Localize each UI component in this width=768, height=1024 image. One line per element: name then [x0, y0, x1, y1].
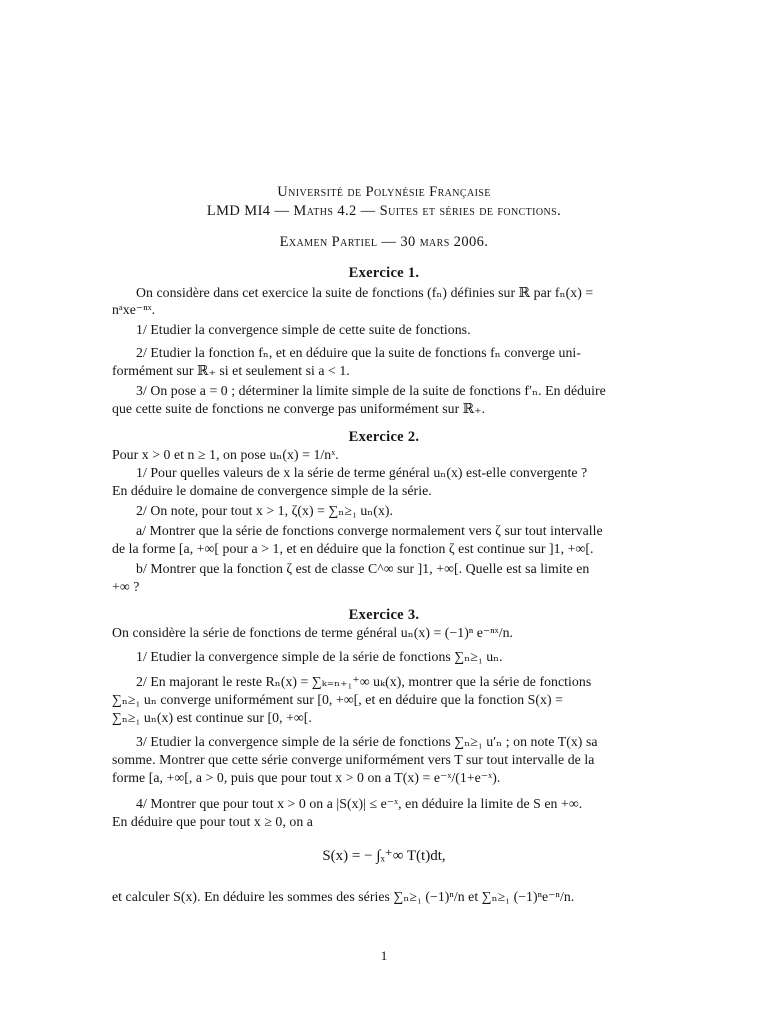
ex3-final-line: et calculer S(x). En déduire les sommes des séries ∑ₙ≥₁ (−1)ⁿ/n et ∑ₙ≥₁ (−1)ⁿe⁻ⁿ/n.: [112, 889, 575, 904]
ex1-question-2-line-1: 2/ Etudier la fonction fₙ, et en déduire que la suite de fonctions fₙ converge uni-: [136, 345, 581, 360]
university-title: Université de Polynésie Française: [277, 184, 491, 200]
page-number: 1: [380, 948, 388, 963]
ex3-question-3-line-1: 3/ Etudier la convergence simple de la série de fonctions ∑ₙ≥₁ u′ₙ ; on note T(x) sa: [136, 734, 598, 749]
exercise-2-title: Exercice 2.: [348, 429, 420, 445]
exercise-1-title: Exercice 1.: [348, 265, 420, 281]
ex3-intro: On considère la série de fonctions de terme général uₙ(x) = (−1)ⁿ e⁻ⁿˣ/n.: [112, 625, 514, 640]
ex3-question-3-line-3: forme [a, +∞[, a > 0, puis que pour tout x > 0 on a T(x) = e⁻ˣ/(1+e⁻ˣ).: [112, 770, 501, 785]
exercise-3-title: Exercice 3.: [348, 607, 420, 623]
ex2-question-2b-line-2: +∞ ?: [112, 579, 140, 594]
display-formula: S(x) = − ∫ₓ⁺∞ T(t)dt,: [322, 848, 446, 864]
ex3-question-1: 1/ Etudier la convergence simple de la série de fonctions ∑ₙ≥₁ uₙ.: [136, 649, 503, 664]
ex2-question-2a-line-1: a/ Montrer que la série de fonctions converge normalement vers ζ sur tout intervalle: [136, 523, 603, 538]
ex2-intro: Pour x > 0 et n ≥ 1, on pose uₙ(x) = 1/nˣ.: [112, 447, 339, 462]
ex1-question-1: 1/ Etudier la convergence simple de cette suite de fonctions.: [136, 322, 471, 337]
course-title: LMD MI4 — Maths 4.2 — Suites et séries de fonctions.: [206, 203, 562, 219]
ex2-question-2b-line-1: b/ Montrer que la fonction ζ est de classe C^∞ sur ]1, +∞[. Quelle est sa limite en: [136, 561, 590, 576]
ex1-question-2-line-2: formément sur ℝ₊ si et seulement si a < 1.: [112, 363, 350, 378]
ex3-question-3-line-2: somme. Montrer que cette série converge uniformément vers T sur tout intervalle de la: [112, 752, 595, 767]
ex3-question-2-line-3: ∑ₙ≥₁ uₙ(x) est continue sur [0, +∞[.: [112, 710, 312, 725]
ex3-question-2-line-1: 2/ En majorant le reste Rₙ(x) = ∑ₖ₌ₙ₊₁⁺∞ uₖ(x), montrer que la série de fonctions: [136, 674, 592, 689]
ex1-question-3-line-2: que cette suite de fonctions ne converge pas uniformément sur ℝ₊.: [112, 401, 486, 416]
ex1-intro-line-1: On considère dans cet exercice la suite de fonctions (fₙ) définies sur ℝ par fₙ(x) =: [136, 285, 594, 300]
exam-title: Examen Partiel — 30 mars 2006.: [279, 234, 489, 250]
ex2-question-2: 2/ On note, pour tout x > 1, ζ(x) = ∑ₙ≥₁ uₙ(x).: [136, 503, 394, 518]
ex2-question-2a-line-2: de la forme [a, +∞[ pour a > 1, et en déduire que la fonction ζ est continue sur ]1, +∞[.: [112, 541, 594, 556]
ex3-question-2-line-2: ∑ₙ≥₁ uₙ converge uniformément sur [0, +∞[, et en déduire que la fonction S(x) =: [112, 692, 563, 707]
ex2-question-1-line-1: 1/ Pour quelles valeurs de x la série de terme général uₙ(x) est-elle convergente ?: [136, 465, 588, 480]
ex2-question-1-line-2: En déduire le domaine de convergence simple de la série.: [112, 483, 432, 498]
ex3-question-4-line-2: En déduire que pour tout x ≥ 0, on a: [112, 814, 313, 829]
ex1-question-3-line-1: 3/ On pose a = 0 ; déterminer la limite simple de la suite de fonctions f′ₙ. En déduire: [136, 383, 606, 398]
ex1-intro-line-2: nᵃxe⁻ⁿˣ.: [112, 302, 156, 317]
ex3-question-4-line-1: 4/ Montrer que pour tout x > 0 on a |S(x)| ≤ e⁻ˣ, en déduire la limite de S en +∞.: [136, 796, 583, 811]
